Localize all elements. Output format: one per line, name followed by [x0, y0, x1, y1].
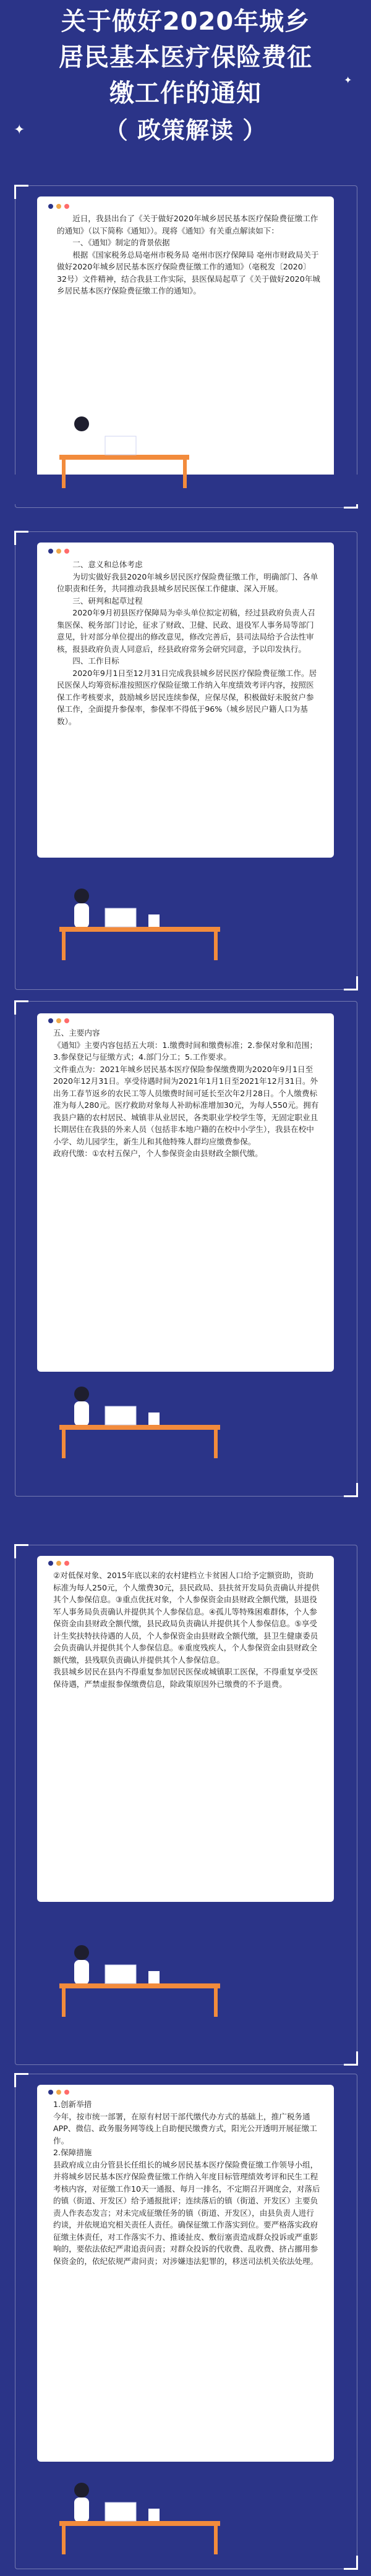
frame-corner — [14, 2073, 28, 2087]
section-text — [53, 2098, 320, 2267]
office-illustration — [0, 1934, 371, 2033]
office-illustration — [0, 877, 371, 976]
title-line-2: 居民基本医疗保险费征 — [59, 43, 312, 72]
frame-corner — [14, 1000, 28, 1015]
window-dots — [48, 549, 69, 554]
window-dots — [48, 2090, 69, 2095]
window-dots — [48, 204, 69, 209]
paragraph: 根据《国家税务总局亳州市税务局 亳州市医疗保障局 亳州市财政局关于做好2020年城乡居民基本医疗保险费征缴工作的通知》（亳税发〔2020〕32号）文件精神，结合我县工作实际，县医保局起草了《关于做好2020年城乡居民基本医疗保险费征缴工作的通知》。 — [57, 250, 320, 295]
paragraph: 今年，按市统一部署，在原有村居干部代缴代办方式的基础上，推广税务通APP、微信、政务服务网等线上自助便民缴费方式，阳光公开透明开展征缴工作。 — [53, 2111, 317, 2145]
title-line-1: 关于做好2020年城乡 — [61, 7, 310, 36]
paragraph: 一、《通知》制定的背景依据 — [72, 238, 170, 247]
section-text — [57, 559, 320, 727]
paragraph: 四、工作目标 — [72, 656, 119, 665]
paragraph: 2.保障措施 — [53, 2148, 92, 2157]
frame-corner — [344, 1483, 358, 1497]
paragraph: 2020年9月1日至12月31日完成我县城乡居民医疗保险费征缴工作。居民医保人均筹资标准按照医疗保险征缴工作纳入年度绩效考评内容，按照医保工作考核要求，鼓励城乡居民连续参保，应保尽保，积极做好未脱贫户参保工作，全面提升参保率，参保率不得低于96%（城乡居民户籍人口为基数）。 — [57, 668, 317, 726]
section-text — [57, 213, 320, 297]
window-dots — [48, 1561, 69, 1566]
paragraph: 五、主要内容 — [53, 1028, 100, 1037]
frame-corner — [344, 976, 358, 990]
paragraph: 1.创新举措 — [53, 2100, 92, 2109]
frame-corner — [344, 2051, 358, 2066]
frame-corner — [14, 1544, 28, 1558]
window-dots — [48, 1018, 69, 1023]
office-illustration — [0, 1375, 371, 1474]
paragraph: ②对低保对象、2015年底以来的农村建档立卡贫困人口给予定额资助，资助标准为每人250元，个人缴费30元，县民政局、县扶贫开发局负责确认并提供其个人参保信息。③重点优抚对象，个人参保资金由县财政全额代缴，县退役军人事务局负责确认并提供其个人参保信息。④孤儿等特殊困难群体，个人参保资金由县财政全额代缴，县民政局负责确认并提供其个人参保信息。⑤享受计生奖扶特扶待遇的人员，个人参保资金由县财政全额代缴，县卫生健康委员会负责确认并提供其个人参保信息。⑥重度残疾人，个人参保资金由县财政全额代缴，县残联负责确认并提供其个人参保信息。 — [53, 1571, 320, 1665]
page-title — [0, 0, 371, 173]
title-line-4: （ 政策解读 ） — [104, 117, 267, 144]
section-text — [53, 1027, 320, 1160]
sparkle-icon: ✦ — [344, 74, 352, 86]
title-line-3: 缴工作的通知 — [109, 79, 262, 108]
paragraph: 政府代缴：①农村五保户，个人参保资金由县财政全额代缴。 — [53, 1149, 263, 1158]
office-illustration — [0, 2472, 371, 2570]
office-illustration — [0, 405, 371, 504]
frame-corner — [14, 185, 28, 199]
paragraph: 近日，我县出台了《关于做好2020年城乡居民基本医疗保险费征缴工作的通知》（以下简称《通知》）。现将《通知》有关重点解读如下： — [57, 214, 318, 235]
paragraph: 我县城乡居民在县内不得重复参加居民医保或城镇职工医保，不得重复享受医保待遇，严禁虚报参保缴费信息，除政策原因外已缴费的不予退费。 — [53, 1667, 318, 1689]
paragraph: 《通知》主要内容包括五大项：1.缴费时间和缴费标准；2.参保对象和范围；3.参保登记与征缴方式；4.部门分工；5.工作要求。 — [53, 1040, 318, 1062]
paragraph: 二、意义和总体考虑 — [72, 560, 143, 569]
paragraph: 县政府成立由分管县长任组长的城乡居民基本医疗保险费征缴工作领导小组，并将城乡居民基本医疗保险费征缴工作纳入年度目标管理绩效考评和民生工程考核内容，对征缴工作10天一通报、每月一排名，不定期召开调度会，对落后的镇（街道、开发区）给予通报批评；连续落后的镇（街道、开发区）主要负责人作表态发言；对未完成征缴任务的镇（街道、开发区），由县负责人进行约谈，并依规追究相关责任人责任。确保征缴工作落实到位。要严格落实政府征缴主体责任，对工作落实不力、推诿扯皮、敷衍塞责造成群众投诉或严重影响的，要依法依纪严肃追责问责；对群众投诉的代收费、乱收费、挤占挪用参保资金的，依纪依规严肃问责；对涉嫌违法犯罪的，移送司法机关依法处理。 — [53, 2160, 320, 2266]
paragraph: 三、研判和起草过程 — [72, 596, 143, 606]
paragraph: 为切实做好我县2020年城乡居民医疗保险费征缴工作，明确部门、各单位职责和任务，共同推动我县城乡居民医保工作健康、深入开展。 — [57, 572, 318, 593]
section-text — [53, 1569, 320, 1690]
paragraph: 文件重点为：2021年城乡居民基本医疗保险参保缴费期为2020年9月1日至2020年12月31日。享受待遇时间为2021年1月1日至2021年12月31日。外出务工春节返乡的农民工等人员缴费时间可延长至次年2月28日。个人缴费标准为每人280元。医疗救助对象每人补助标准增加30元，为每人550元。拥有我县户籍的农村居民、城镇非从业居民，各类职业学校学生等，无固定职业且长期居住在我县的外来人员（包括非本地户籍的在校中小学生），我县在校中小学、幼儿园学生，新生儿和其他特殊人群均应缴费参保。 — [53, 1064, 319, 1146]
frame-corner — [14, 531, 28, 545]
sparkle-icon: ✦ — [14, 122, 25, 138]
paragraph: 2020年9月初县医疗保障局为牵头单位拟定初稿，经过县政府负责人召集医保、税务部门讨论，征求了财政、卫健、民政、退役军人事务局等部门意见，针对部分单位提出的修改意见，修改完善后，县司法局给予合法性审核，报县政府负责人同意后，经县政府常务会研究同意，予以印发执行。 — [57, 608, 315, 654]
